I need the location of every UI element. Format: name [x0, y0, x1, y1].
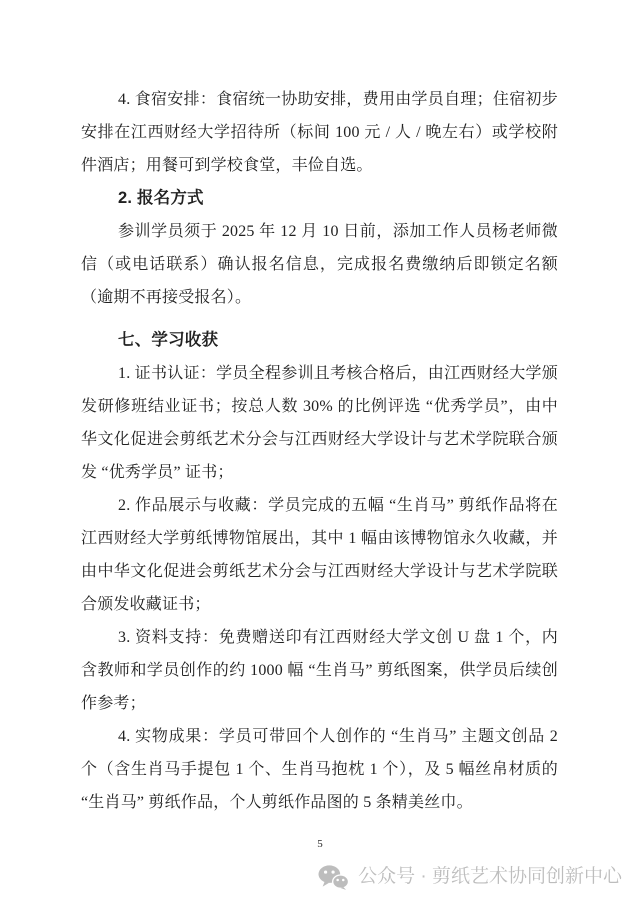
paragraph-certificate: 1. 证书认证：学员全程参训且考核合格后，由江西财经大学颁发研修班结业证书；按总人数 30% 的比例评选 “优秀学员”，由中华文化促进会剪纸艺术分会与江西财经大学设计与艺术学院联合颁发 “优秀学员” 证书；	[81, 365, 558, 481]
paragraph-material-support: 3. 资料支持：免费赠送印有江西财经大学文创 U 盘 1 个，内含教师和学员创作的约 1000 幅 “生肖马” 剪纸图案，供学员后续创作参考；	[81, 629, 558, 712]
watermark-text: 公众号 · 剪纸艺术协同创新中心	[358, 866, 622, 887]
document-body	[81, 83, 558, 819]
watermark	[318, 864, 622, 890]
paragraph-registration-details: 参训学员须于 2025 年 12 月 10 日前，添加工作人员杨老师微信（或电话联系）确认报名信息，完成报名费缴纳后即锁定名额（逾期不再接受报名）。	[81, 223, 558, 306]
wechat-icon	[318, 865, 349, 890]
heading-learning-outcomes: 七、学习收获	[118, 331, 219, 349]
heading-registration-method: 2. 报名方式	[118, 189, 204, 207]
paragraph-physical-outcomes: 4. 实物成果：学员可带回个人创作的 “生肖马” 主题文创品 2 个（含生肖马手提包 1 个、生肖马抱枕 1 个），及 5 幅丝帛材质的 “生肖马” 剪纸作品，个人剪纸作品图的 5 条精美丝巾。	[81, 728, 558, 811]
paragraph-accommodation: 4. 食宿安排：食宿统一协助安排，费用由学员自理；住宿初步安排在江西财经大学招待所（标间 100 元 / 人 / 晚左右）或学校附件酒店；用餐可到学校食堂，丰俭自选。	[81, 91, 558, 174]
paragraph-exhibition-collection: 2. 作品展示与收藏：学员完成的五幅 “生肖马” 剪纸作品将在江西财经大学剪纸博物馆展出，其中 1 幅由该博物馆永久收藏，并由中华文化促进会剪纸艺术分会与江西财经大学设计与艺术学院联合颁发收藏证书；	[81, 497, 558, 613]
page-number: 5	[317, 838, 323, 850]
